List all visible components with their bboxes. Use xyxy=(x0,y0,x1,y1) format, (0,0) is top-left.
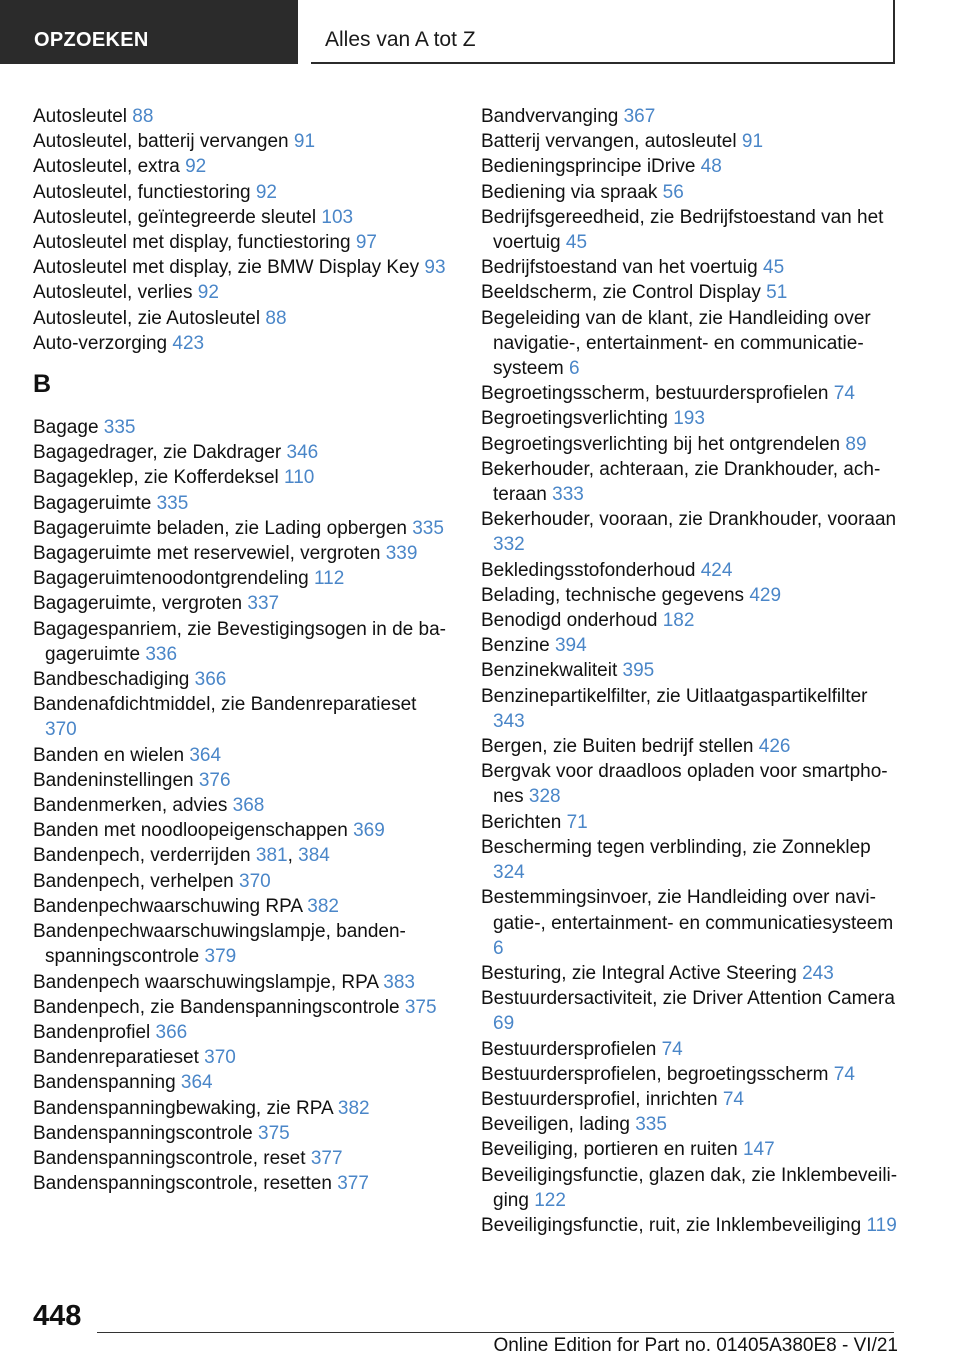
page-reference-link[interactable]: 423 xyxy=(172,332,205,354)
index-term: Bagageruimtenoodontgrendeling xyxy=(33,568,309,590)
index-entry xyxy=(33,306,453,331)
index-term: Berichten xyxy=(481,811,562,833)
index-term: Banden met noodloopeigenschappen xyxy=(33,820,348,842)
index-entry xyxy=(33,1020,453,1045)
index-entry xyxy=(33,1171,453,1196)
index-term: Bestemmingsinvoer, zie Handleiding over navigatie-, entertainment- en communicatiesysteem xyxy=(481,887,894,934)
index-term: Batterij vervangen, autosleutel xyxy=(481,131,737,153)
page-reference-link[interactable]: 92 xyxy=(185,156,207,178)
index-entry xyxy=(33,869,453,894)
index-entry xyxy=(481,1062,901,1087)
index-entry xyxy=(33,818,453,843)
index-entry xyxy=(481,205,901,255)
index-term: Bagageruimte beladen, zie Lading opbergen xyxy=(33,517,407,539)
index-entry xyxy=(33,180,453,205)
index-entry xyxy=(33,440,453,465)
page-reference-link[interactable]: 243 xyxy=(802,962,834,984)
page-reference-link[interactable]: 335 xyxy=(635,1114,667,1136)
page-reference-link[interactable]: 147 xyxy=(742,1139,775,1161)
page-reference-link[interactable]: 370 xyxy=(204,1047,236,1069)
index-term: Banden en wielen xyxy=(33,744,185,766)
page-reference-link[interactable]: 91 xyxy=(741,131,764,153)
index-entry xyxy=(33,541,453,566)
index-term: Bandenpech waarschuwingslampje, RPA xyxy=(33,971,379,993)
index-term: Bagagespanriem, zie Bevestigingsogen in de bagageruimte xyxy=(33,618,446,665)
page-reference-link[interactable]: 370 xyxy=(239,870,271,892)
index-term: Bandenpechwaarschuwing RPA xyxy=(33,895,302,917)
index-entry xyxy=(33,617,453,667)
index-entry xyxy=(33,465,453,490)
index-term: Bekerhouder, achteraan, zie Drankhouder, achteraan xyxy=(481,458,881,506)
page-reference-link[interactable]: 382 xyxy=(307,895,339,917)
index-term: Autosleutel, functiestoring xyxy=(33,181,251,203)
page-reference-link[interactable]: 366 xyxy=(194,669,227,691)
page-reference-link[interactable]: 335 xyxy=(156,492,189,514)
index-entry xyxy=(481,507,901,557)
page-reference-link[interactable]: 103 xyxy=(321,206,354,228)
index-entry xyxy=(33,591,453,616)
page-reference-link[interactable]: 343 xyxy=(493,710,525,732)
page-reference-link[interactable]: 71 xyxy=(566,811,588,833)
index-term: Bestuurdersactiviteit, zie Driver Attention Camera xyxy=(481,988,895,1010)
index-entry xyxy=(481,280,901,305)
index-term: Bandenpech, verderrijden xyxy=(33,845,251,867)
index-term: Bagageruimte xyxy=(33,492,152,514)
page-reference-link[interactable]: 346 xyxy=(286,442,319,464)
index-entry xyxy=(481,180,901,205)
page-reference-link[interactable]: 383 xyxy=(383,971,415,993)
index-entry: Bandenpech, verderrijden 381, 384 xyxy=(33,845,330,867)
index-entry xyxy=(33,154,453,179)
index-term: Auto-verzorging xyxy=(33,332,168,354)
chapter-header xyxy=(311,0,895,64)
index-letter-heading: B xyxy=(33,370,52,399)
index-entry xyxy=(33,205,453,230)
index-entry xyxy=(33,793,453,818)
index-entry xyxy=(33,1045,453,1070)
index-term: Bergvak voor draadloos opladen voor smartphones xyxy=(481,761,888,808)
index-entry xyxy=(33,768,453,793)
index-term: Bandenpech, zie Bandenspanningscontrole xyxy=(33,996,400,1018)
page-reference-link[interactable]: 429 xyxy=(749,584,782,606)
index-term: Bagageklep, zie Kofferdeksel xyxy=(33,467,279,489)
index-term: Benodigd onderhoud xyxy=(481,610,658,632)
index-entry xyxy=(481,684,901,734)
index-term: Bandenafdichtmiddel, zie Bandenreparatieset xyxy=(33,694,417,716)
page-reference-link[interactable]: 122 xyxy=(534,1189,566,1211)
page-reference-link[interactable]: 74 xyxy=(833,1063,855,1085)
index-term: Bandenspanningscontrole, reset xyxy=(33,1147,306,1169)
index-entry xyxy=(33,692,453,742)
page-reference-link[interactable]: 395 xyxy=(622,660,655,682)
page-reference-link[interactable]: 97 xyxy=(355,232,377,254)
index-term: Autosleutel xyxy=(33,106,128,127)
index-term: Begroetingsverlichting bij het ontgrendelen xyxy=(481,433,841,455)
page-reference-link[interactable]: 370 xyxy=(45,719,77,741)
page-reference-link[interactable]: 74 xyxy=(661,1038,683,1060)
index-term: Bestuurdersprofielen xyxy=(481,1038,657,1060)
page-number: 448 xyxy=(33,1300,82,1332)
page-reference-link[interactable]: 69 xyxy=(493,1013,515,1035)
index-entry xyxy=(33,516,453,541)
index-entry xyxy=(33,919,453,969)
page-reference-link[interactable]: 56 xyxy=(662,181,684,203)
page-reference-link[interactable]: 92 xyxy=(197,282,219,304)
index-entry xyxy=(33,129,453,154)
index-entry xyxy=(481,835,901,885)
page-reference-link[interactable]: 89 xyxy=(845,433,867,455)
page-reference-link[interactable]: 92 xyxy=(255,181,277,203)
page-reference-link[interactable]: 336 xyxy=(145,643,178,665)
index-entry xyxy=(481,734,901,759)
index-entry xyxy=(481,154,901,179)
page-reference-link[interactable]: 368 xyxy=(232,795,265,817)
index-entry xyxy=(33,995,453,1020)
index-term: Bekledingsstofonderhoud xyxy=(481,559,696,581)
index-term: Bagagedrager, zie Dakdrager xyxy=(33,442,282,464)
page-reference-link[interactable]: 119 xyxy=(866,1214,897,1236)
page-reference-link[interactable]: 88 xyxy=(132,106,154,127)
index-entry xyxy=(33,255,453,280)
index-term: Bandenreparatieset xyxy=(33,1047,199,1069)
index-term: Beveiligingsfunctie, glazen dak, zie Inklembeveiliging xyxy=(481,1164,898,1211)
index-entry xyxy=(481,432,901,457)
index-term: Beveiligen, lading xyxy=(481,1114,630,1136)
page-reference-link[interactable]: 112 xyxy=(314,568,345,590)
index-term: Bestuurdersprofiel, inrichten xyxy=(481,1088,718,1110)
page-reference-link[interactable]: 333 xyxy=(552,484,584,506)
index-term: Bagageruimte met reservewiel, vergroten xyxy=(33,543,381,565)
index-entry xyxy=(33,1121,453,1146)
page-reference-link[interactable]: 394 xyxy=(554,635,587,657)
chapter-title: Alles van A tot Z xyxy=(325,28,476,51)
index-term: Bedrijfsgereedheid, zie Bedrijfstoestand van het voertuig xyxy=(481,206,884,254)
index-entry xyxy=(481,381,901,406)
page-reference-link[interactable]: 93 xyxy=(424,257,446,279)
index-entry xyxy=(481,961,901,986)
index-term: Beveiligingsfunctie, ruit, zie Inklembeveiliging xyxy=(481,1214,862,1236)
index-term: Bandenpech, verhelpen xyxy=(33,870,234,892)
edition-note: Online Edition for Part no. 01405A380E8 - VI/21 xyxy=(493,1335,898,1356)
index-entry xyxy=(481,986,901,1036)
index-entry xyxy=(481,633,901,658)
index-term: Bandenpechwaarschuwingslampje, bandenspanningscontrole xyxy=(33,921,406,968)
page-reference-link[interactable]: 48 xyxy=(700,156,722,178)
page-reference-link[interactable]: 375 xyxy=(404,996,437,1018)
index-entry xyxy=(33,331,453,356)
index-entry xyxy=(481,658,901,683)
page-reference-link[interactable]: 182 xyxy=(662,610,695,632)
index-entry xyxy=(481,1037,901,1062)
index-term: Bagageruimte, vergroten xyxy=(33,593,243,615)
index-term: Autosleutel met display, functiestoring xyxy=(33,232,351,254)
index-entry xyxy=(33,743,453,768)
index-entry xyxy=(481,306,901,382)
page-reference-link[interactable]: 88 xyxy=(265,307,287,329)
index-term: Bandenmerken, advies xyxy=(33,795,228,817)
page-reference-link[interactable]: 45 xyxy=(565,232,588,254)
index-term: Bandvervanging xyxy=(481,106,619,127)
index-entry xyxy=(481,255,901,280)
page-reference-link[interactable]: 424 xyxy=(700,559,733,581)
index-entry xyxy=(33,1096,453,1121)
page-reference-link[interactable]: 74 xyxy=(833,383,855,405)
page-reference-link[interactable]: 324 xyxy=(493,862,525,884)
index-term: Bandenspanningbewaking, zie RPA xyxy=(33,1097,333,1119)
index-entry xyxy=(33,415,453,440)
page-reference-link[interactable]: 364 xyxy=(180,1072,213,1094)
index-column-left xyxy=(33,104,453,1196)
page-reference-link[interactable]: 366 xyxy=(155,1021,188,1043)
page-reference-link[interactable]: 91 xyxy=(293,131,316,153)
index-term: Bandenspanningscontrole xyxy=(33,1122,253,1144)
index-term: Bandenspanning xyxy=(33,1072,176,1094)
index-term: Autosleutel, verlies xyxy=(33,282,193,304)
index-term: Autosleutel met display, zie BMW Display Key xyxy=(33,257,420,279)
index-term: Bescherming tegen verblinding, zie Zonneklep xyxy=(481,836,871,858)
index-term: Begroetingsscherm, bestuurdersprofielen xyxy=(481,383,829,405)
page-reference-link[interactable]: 335 xyxy=(412,517,444,539)
index-term: Bagage xyxy=(33,417,99,439)
page-reference-link[interactable]: 193 xyxy=(673,408,705,430)
index-entry xyxy=(481,558,901,583)
page-reference-link[interactable]: 382 xyxy=(337,1097,370,1119)
page-reference-link[interactable]: 375 xyxy=(258,1122,290,1144)
page-reference-link[interactable]: 369 xyxy=(353,820,385,842)
page-reference-link[interactable]: 364 xyxy=(189,744,222,766)
index-term: Bandbeschadiging xyxy=(33,669,190,691)
index-entry xyxy=(33,970,453,995)
index-entry xyxy=(33,1070,453,1095)
index-column-right xyxy=(481,104,901,1238)
index-term: Benzine xyxy=(481,635,550,657)
index-term: Besturing, zie Integral Active Steering xyxy=(481,962,797,984)
page-reference-link[interactable]: 379 xyxy=(204,946,237,968)
index-term: Bergen, zie Buiten bedrijf stellen xyxy=(481,736,754,758)
index-term: Bedrijfstoestand van het voertuig xyxy=(481,257,758,279)
index-term: Bandenprofiel xyxy=(33,1021,151,1043)
page-reference-link[interactable]: 377 xyxy=(337,1173,369,1195)
index-term: Benzinekwaliteit xyxy=(481,660,618,682)
index-entry xyxy=(481,104,901,129)
index-entry xyxy=(33,280,453,305)
page-reference-link[interactable]: 74 xyxy=(722,1088,744,1110)
index-entry xyxy=(33,230,453,255)
index-entry xyxy=(33,667,453,692)
index-entry xyxy=(481,1213,901,1238)
index-entry xyxy=(33,566,453,591)
index-term: Autosleutel, geïntegreerde sleutel xyxy=(33,206,317,228)
index-entry xyxy=(481,1112,901,1137)
index-term: Begroetingsverlichting xyxy=(481,408,668,430)
index-term: Bekerhouder, vooraan, zie Drankhouder, vooraan xyxy=(481,509,897,531)
page-reference-link[interactable]: 332 xyxy=(493,534,525,556)
page-reference-link[interactable]: 367 xyxy=(623,106,656,127)
index-entry xyxy=(481,810,901,835)
index-term: Begeleiding van de klant, zie Handleiding over navigatie-, entertainment- en communicatiesysteem xyxy=(481,307,871,380)
index-term: Autosleutel, zie Autosleutel xyxy=(33,307,261,329)
index-term: Bediening via spraak xyxy=(481,181,658,203)
page-reference-link[interactable]: 339 xyxy=(385,543,418,565)
page-reference-link[interactable]: 376 xyxy=(198,769,231,791)
index-term: Bedieningsprincipe iDrive xyxy=(481,156,696,178)
index-entry xyxy=(33,104,453,129)
page-reference-link[interactable]: 110 xyxy=(284,467,315,489)
index-term: Bandeninstellingen xyxy=(33,769,194,791)
page-reference-link[interactable]: 426 xyxy=(758,736,791,758)
section-label: OPZOEKEN xyxy=(34,29,149,51)
index-term: Beeldscherm, zie Control Display xyxy=(481,282,761,304)
page-reference-link[interactable]: 381 xyxy=(255,845,288,867)
index-term: Beveiliging, portieren en ruiten xyxy=(481,1139,738,1161)
index-term: Bestuurdersprofielen, begroetingsscherm xyxy=(481,1063,829,1085)
page-reference-link[interactable]: 337 xyxy=(247,593,280,615)
page-reference-link[interactable]: 384 xyxy=(298,845,330,867)
index-entry xyxy=(481,457,901,507)
index-entry xyxy=(481,1163,901,1213)
index-entry xyxy=(481,1137,901,1162)
index-entry xyxy=(481,759,901,809)
section-tab xyxy=(0,0,298,64)
index-entry xyxy=(33,491,453,516)
page-reference-link[interactable]: 45 xyxy=(763,257,785,279)
page-reference-link[interactable]: 6 xyxy=(569,358,580,380)
index-entry xyxy=(481,583,901,608)
index-term: Autosleutel, batterij vervangen xyxy=(33,131,289,153)
index-entry xyxy=(481,608,901,633)
index-term: Benzinepartikelfilter, zie Uitlaatgaspartikelfilter xyxy=(481,685,868,707)
page-reference-link[interactable]: 328 xyxy=(528,786,561,808)
index-entry xyxy=(481,885,901,961)
index-entry xyxy=(33,1146,453,1171)
index-entry xyxy=(481,1087,901,1112)
index-entry xyxy=(481,129,901,154)
index-term: Bandenspanningscontrole, resetten xyxy=(33,1173,332,1195)
index-entry xyxy=(481,406,901,431)
index-entry xyxy=(33,894,453,919)
page-reference-link[interactable]: 377 xyxy=(310,1147,343,1169)
page-reference-link[interactable]: 335 xyxy=(103,417,136,439)
index-term: Autosleutel, extra xyxy=(33,156,180,178)
footer-divider xyxy=(97,1332,894,1333)
page-reference-link[interactable]: 6 xyxy=(493,937,504,959)
page-reference-link[interactable]: 51 xyxy=(766,282,788,304)
index-term: Belading, technische gegevens xyxy=(481,584,745,606)
